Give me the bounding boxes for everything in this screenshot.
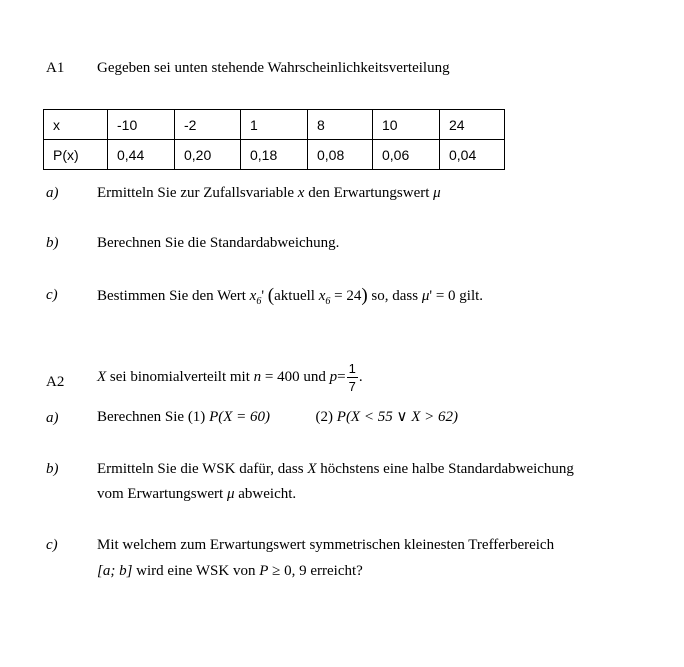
mu-symbol: μ: [433, 185, 441, 201]
fraction-numerator: 1: [348, 361, 356, 376]
paren-close: ): [361, 285, 368, 306]
p-value: 0,18: [241, 140, 308, 170]
a1-a-label: a): [46, 185, 59, 201]
interval: [a; b]: [97, 563, 133, 579]
table-row-p: [44, 140, 505, 170]
item-1: (1): [187, 409, 206, 425]
eq-24: = 24: [334, 288, 362, 304]
expr-2: (X < 55 ∨ X > 62): [345, 409, 458, 425]
x-value: 10: [373, 110, 440, 140]
prob-P: P: [259, 563, 269, 579]
p-value: 0,08: [308, 140, 373, 170]
x-value: 8: [308, 110, 373, 140]
p-value: 0,06: [373, 140, 440, 170]
period: .: [358, 368, 363, 385]
a1-intro: Gegeben sei unten stehende Wahrscheinlichkeitsverteilung: [97, 60, 450, 76]
x-value: 1: [241, 110, 308, 140]
subscript-6: 6: [325, 296, 331, 307]
a2-a-text: [97, 407, 458, 426]
prime: ': [261, 288, 265, 304]
prob-P: P: [209, 409, 219, 425]
a2-b-line1-part: Ermitteln Sie die WSK dafür, dass: [97, 461, 304, 477]
distribution-table: [43, 109, 505, 170]
p-value: 0,44: [108, 140, 175, 170]
mu-symbol: μ: [421, 288, 430, 304]
expr-1: (X = 60): [218, 409, 271, 425]
condition-text: ' = 0 gilt.: [429, 288, 484, 304]
a2-c-line2-part2: erreicht?: [310, 563, 363, 579]
a1-b-text: Berechnen Sie die Standardabweichung.: [97, 235, 340, 251]
subscript-6: 6: [256, 296, 262, 307]
a2-b-line2-part2: abweicht.: [238, 486, 297, 502]
p-value: 0,04: [440, 140, 505, 170]
fraction-denominator: 7: [348, 379, 356, 394]
und-text: und: [303, 368, 326, 385]
a2-b-line1-part2: höchstens eine halbe Standardabweichung: [320, 461, 574, 477]
var-p: p: [329, 368, 338, 385]
a1-c-text-part: Bestimmen Sie den Wert: [97, 288, 246, 304]
a1-a-text-part2: den Erwartungswert: [308, 185, 430, 201]
n-value: = 400: [264, 368, 300, 385]
p-value: 0,20: [175, 140, 241, 170]
var-n: n: [253, 368, 262, 385]
eq-sign: =: [337, 368, 346, 385]
x-header: x: [44, 110, 108, 140]
p-header: P(x): [44, 140, 108, 170]
var-X: X: [307, 461, 317, 477]
paren-open: (: [267, 285, 275, 306]
a2-intro-text: sei binomialverteilt mit: [109, 368, 250, 385]
x-value: -10: [108, 110, 175, 140]
a2-b-line2-part: vom Erwartungswert: [97, 486, 224, 502]
a1-b-label: b): [46, 235, 59, 251]
a2-b-line2: [97, 486, 296, 503]
a1-a-text: [97, 185, 441, 202]
a1-label: A1: [46, 60, 65, 76]
a2-intro: [97, 362, 363, 393]
table-row-x: [44, 110, 505, 140]
var-x: x: [297, 185, 305, 201]
a1-c-label: c): [46, 287, 58, 303]
a2-a-text-part: Berechnen Sie: [97, 409, 185, 425]
a1-c-text: [97, 285, 483, 307]
var-X: X: [97, 368, 107, 385]
item-2: (2): [315, 409, 334, 425]
var-x6: x: [318, 288, 326, 304]
x-value: 24: [440, 110, 505, 140]
a1-a-text-part: Ermitteln Sie zur Zufallsvariable: [97, 185, 295, 201]
a2-c-line2-part: wird eine WSK von: [136, 563, 256, 579]
a2-c-label: c): [46, 537, 58, 553]
x-value: -2: [175, 110, 241, 140]
a2-b-line1: [97, 461, 574, 478]
sodass-text: so, dass: [371, 288, 419, 304]
aktuell-text: aktuell: [274, 288, 315, 304]
mu-symbol: μ: [226, 486, 235, 502]
a2-b-label: b): [46, 461, 59, 477]
var-x6: x: [249, 288, 257, 304]
fraction: [347, 362, 358, 393]
condition: ≥ 0, 9: [272, 563, 307, 579]
a2-c-line1: Mit welchem zum Erwartungswert symmetrischen kleinesten Trefferbereich: [97, 537, 555, 553]
a2-a-label: a): [46, 410, 59, 426]
prob-P: P: [336, 409, 346, 425]
a2-label: A2: [46, 374, 65, 390]
a2-c-line2: [97, 563, 363, 580]
